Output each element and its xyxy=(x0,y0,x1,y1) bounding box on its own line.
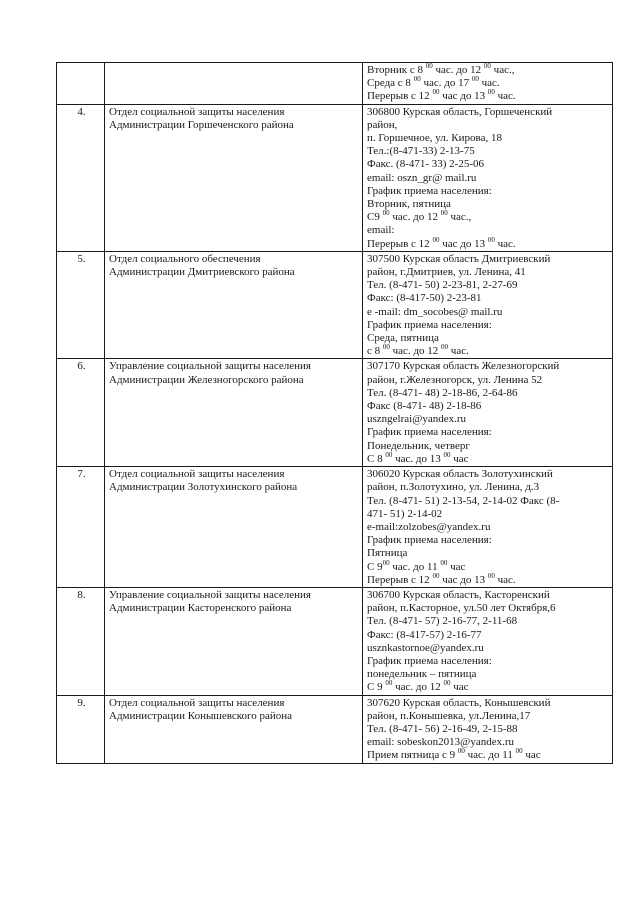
contact-info-line xyxy=(367,90,610,103)
contact-info-text: час до 13 xyxy=(439,90,488,103)
contact-info-text: 307500 Курская область Дмитриевский xyxy=(367,252,551,265)
contact-info-text: район, xyxy=(367,118,398,131)
contact-info-line xyxy=(367,655,610,668)
table-row xyxy=(57,467,613,588)
department-name-cell xyxy=(105,587,363,695)
contact-info-line xyxy=(367,145,610,158)
contact-info-text: час. до 12 xyxy=(432,64,484,76)
time-minutes-superscript: 00 xyxy=(432,88,440,97)
contact-info-text: С 9 xyxy=(367,560,383,573)
contact-info-text: час., xyxy=(490,64,515,76)
time-minutes-superscript: 00 xyxy=(457,747,465,756)
contact-info-text: usznkastornoe@yandex.ru xyxy=(367,641,484,654)
contact-info-text: 307170 Курская область Железногорский xyxy=(367,360,560,373)
contact-info-text: Перерыв с 12 xyxy=(367,237,433,250)
contact-info-line xyxy=(367,615,610,628)
contact-info-cell xyxy=(363,467,613,588)
contact-info-text: Тел. (8-471- 57) 2-16-77, 2-11-68 xyxy=(367,615,518,628)
time-minutes-superscript: 00 xyxy=(471,75,479,84)
contact-info-line xyxy=(367,64,610,77)
contact-info-text: час до 13 xyxy=(439,237,488,250)
contact-info-line xyxy=(367,495,610,508)
contact-info-line xyxy=(367,360,610,373)
contact-info-line xyxy=(367,508,610,521)
contact-info-text: График приема населения: xyxy=(367,184,492,197)
contact-info-line xyxy=(367,279,610,292)
contact-info-line xyxy=(367,158,610,171)
department-name-line: Отдел социальной защиты населения xyxy=(109,696,285,709)
time-minutes-superscript: 00 xyxy=(443,450,451,459)
row-number: 5. xyxy=(57,251,105,359)
table-row xyxy=(57,695,613,763)
contact-info-line xyxy=(367,266,610,279)
department-name-cell xyxy=(105,359,363,467)
contact-info-text: email: xyxy=(367,224,395,237)
table-row xyxy=(57,251,613,359)
contact-info-text: с 8 xyxy=(367,345,383,358)
contact-info-line xyxy=(367,332,610,345)
contact-info-line xyxy=(367,481,610,494)
table-row xyxy=(57,587,613,695)
contact-info-text: час., xyxy=(447,211,472,224)
departments-table xyxy=(56,62,613,764)
contact-info-line xyxy=(367,681,610,694)
contact-info-text: Тел. (8-471- 51) 2-13-54, 2-14-02 Факс (8- xyxy=(367,494,560,507)
contact-info-line xyxy=(367,723,610,736)
contact-info-cell xyxy=(363,587,613,695)
contact-info-text: 306020 Курская область Золотухинский xyxy=(367,468,553,481)
contact-info-line xyxy=(367,440,610,453)
contact-info-line xyxy=(367,521,610,534)
contact-info-line xyxy=(367,319,610,332)
time-minutes-superscript: 00 xyxy=(515,747,523,756)
contact-info-text: email: oszn_gr@ mail.ru xyxy=(367,171,477,184)
contact-info-text: Перерыв с 12 xyxy=(367,90,433,103)
row-number xyxy=(57,63,105,105)
contact-info-text: час. до 11 xyxy=(464,749,516,762)
department-name-line: Отдел социальной защиты населения xyxy=(109,105,285,118)
time-minutes-superscript: 00 xyxy=(440,558,448,567)
contact-info-line xyxy=(367,387,610,400)
contact-info-text: Перерыв с 12 xyxy=(367,573,433,586)
contact-info-line xyxy=(367,602,610,615)
contact-info-cell xyxy=(363,695,613,763)
contact-info-line xyxy=(367,235,610,251)
contact-info-text: Факс: (8-417-50) 2-23-81 xyxy=(367,292,482,305)
contact-info-text: район, г.Дмитриев, ул. Ленина, 41 xyxy=(367,266,526,279)
contact-info-line xyxy=(367,668,610,681)
contact-info-text: час. до 12 xyxy=(392,681,444,694)
row-number: 9. xyxy=(57,695,105,763)
contact-info-text: Факс: (8-417-57) 2-16-77 xyxy=(367,628,482,641)
contact-info-text: С9 xyxy=(367,211,383,224)
contact-info-line xyxy=(367,106,610,119)
contact-info-line xyxy=(367,589,610,602)
contact-info-cell xyxy=(363,359,613,467)
contact-info-line xyxy=(367,547,610,560)
contact-info-text: 306700 Курская область, Касторенский xyxy=(367,588,550,601)
contact-info-text: Вторник, пятница xyxy=(367,198,451,211)
contact-info-text: час. xyxy=(478,77,500,90)
contact-info-line xyxy=(367,736,610,749)
contact-info-line xyxy=(367,534,610,547)
row-number: 7. xyxy=(57,467,105,588)
contact-info-text: Пятница xyxy=(367,547,408,560)
row-number: 6. xyxy=(57,359,105,467)
contact-info-line xyxy=(367,292,610,305)
time-minutes-superscript: 00 xyxy=(487,235,495,244)
contact-info-text: час xyxy=(450,681,469,694)
contact-info-cell xyxy=(363,251,613,359)
time-minutes-superscript: 00 xyxy=(487,88,495,97)
contact-info-line xyxy=(367,642,610,655)
contact-info-line xyxy=(367,749,610,762)
contact-info-text: Среда, пятница xyxy=(367,332,439,345)
time-minutes-superscript: 00 xyxy=(432,571,440,580)
contact-info-text: час. до 12 xyxy=(389,211,441,224)
department-name-cell xyxy=(105,695,363,763)
contact-info-text: час. xyxy=(494,237,516,250)
time-minutes-superscript: 00 xyxy=(382,209,390,218)
contact-info-text: Вторник с 8 xyxy=(367,64,426,76)
contact-info-line xyxy=(367,119,610,132)
department-name-cell xyxy=(105,63,363,105)
department-name-line: Отдел социального обеспечения xyxy=(109,252,261,265)
contact-info-text: район, г.Железногорск, ул. Ленина 52 xyxy=(367,373,543,386)
contact-info-text: График приема населения: xyxy=(367,654,492,667)
contact-info-line xyxy=(367,468,610,481)
contact-info-line xyxy=(367,426,610,439)
time-minutes-superscript: 00 xyxy=(413,75,421,84)
contact-info-text: Понедельник, четверг xyxy=(367,439,470,452)
contact-info-text: час. xyxy=(448,345,469,358)
contact-info-text: район, п.Золотухино, ул. Ленина, д.3 xyxy=(367,481,540,494)
department-name-line: Администрации Железногорского района xyxy=(109,373,304,386)
contact-info-line xyxy=(367,211,610,224)
department-name-line: Управление социальной защиты населения xyxy=(109,588,311,601)
department-name-cell xyxy=(105,467,363,588)
contact-info-text: Тел.:(8-471-33) 2-13-75 xyxy=(367,145,475,158)
time-minutes-superscript: 00 xyxy=(385,450,393,459)
contact-info-line xyxy=(367,172,610,185)
time-minutes-superscript: 00 xyxy=(441,343,449,352)
row-number: 4. xyxy=(57,104,105,251)
table-row xyxy=(57,104,613,251)
contact-info-text: 307620 Курская область, Конышевский xyxy=(367,696,551,709)
contact-info-text: Факс. (8-471- 33) 2-25-06 xyxy=(367,158,485,171)
department-name-cell xyxy=(105,104,363,251)
contact-info-line xyxy=(367,697,610,710)
contact-info-line xyxy=(367,413,610,426)
contact-info-line xyxy=(367,185,610,198)
contact-info-text: Факс (8-471- 48) 2-18-86 xyxy=(367,400,482,413)
time-minutes-superscript: 00 xyxy=(425,62,433,70)
time-minutes-superscript: 00 xyxy=(382,343,390,352)
contact-info-line xyxy=(367,374,610,387)
contact-info-text: час до 13 xyxy=(439,573,488,586)
contact-info-text: email: sobeskon2013@yandex.ru xyxy=(367,736,514,749)
contact-info-text: час. до 17 xyxy=(420,77,472,90)
contact-info-text: час xyxy=(447,560,466,573)
contact-info-line xyxy=(367,400,610,413)
contact-info-text: час xyxy=(450,452,469,465)
time-minutes-superscript: 00 xyxy=(382,558,390,567)
contact-info-text: час. до 12 xyxy=(389,345,442,358)
time-minutes-superscript: 00 xyxy=(432,235,440,244)
time-minutes-superscript: 00 xyxy=(483,62,491,70)
contact-info-line xyxy=(367,710,610,723)
table-row xyxy=(57,63,613,105)
time-minutes-superscript: 00 xyxy=(385,679,393,688)
contact-info-text: час. xyxy=(494,90,516,103)
departments-table-body xyxy=(57,63,613,764)
contact-info-text: 471- 51) 2-14-02 xyxy=(367,507,443,520)
time-minutes-superscript: 00 xyxy=(440,209,448,218)
contact-info-text: час. до 13 xyxy=(392,452,444,465)
contact-info-line xyxy=(367,629,610,642)
contact-info-text: час. xyxy=(494,573,516,586)
department-name-line: Администрации Горшеченского района xyxy=(109,118,294,131)
contact-info-text: Тел. (8-471- 50) 2-23-81, 2-27-69 xyxy=(367,279,518,292)
contact-info-line xyxy=(367,306,610,319)
department-name-line: Администрации Конышевского района xyxy=(109,709,293,722)
contact-info-line xyxy=(367,253,610,266)
row-number: 8. xyxy=(57,587,105,695)
contact-info-text: Тел. (8-471- 48) 2-18-86, 2-64-86 xyxy=(367,386,518,399)
contact-info-text: e-mail:zolzobes@yandex.ru xyxy=(367,520,491,533)
contact-info-text: час. до 11 xyxy=(389,560,441,573)
contact-info-line xyxy=(367,345,610,358)
time-minutes-superscript: 00 xyxy=(443,679,451,688)
department-name-line: Администрации Дмитриевского района xyxy=(109,266,295,279)
contact-info-text: График приема населения: xyxy=(367,426,492,439)
contact-info-text: район, п.Конышевка, ул.Ленина,17 xyxy=(367,709,531,722)
department-name-line: Администрации Касторенского района xyxy=(109,602,292,615)
time-minutes-superscript: 00 xyxy=(487,571,495,580)
contact-info-text: Тел. (8-471- 56) 2-16-49, 2-15-88 xyxy=(367,722,518,735)
department-name-line: Отдел социальной защиты населения xyxy=(109,468,285,481)
contact-info-text: uszngelrai@yandex.ru xyxy=(367,413,467,426)
contact-info-text: 306800 Курская область, Горшеченский xyxy=(367,105,553,118)
contact-info-line xyxy=(367,198,610,211)
table-row xyxy=(57,359,613,467)
contact-info-text: п. Горшечное, ул. Кирова, 18 xyxy=(367,132,502,145)
department-name-cell xyxy=(105,251,363,359)
contact-info-line xyxy=(367,450,610,466)
department-name-line: Администрации Золотухинского района xyxy=(109,481,298,494)
contact-info-line xyxy=(367,132,610,145)
department-name-line: Управление социальной защиты населения xyxy=(109,360,311,373)
contact-info-text: С 8 xyxy=(367,452,386,465)
contact-info-cell xyxy=(363,63,613,105)
contact-info-text: е -mail: dm_socobes@ mail.ru xyxy=(367,305,503,318)
contact-info-text: Среда с 8 xyxy=(367,77,414,90)
contact-info-cell xyxy=(363,104,613,251)
contact-info-text: Прием пятница с 9 xyxy=(367,749,458,762)
contact-info-text: час xyxy=(522,749,541,762)
contact-info-line xyxy=(367,571,610,587)
contact-info-text: График приема населения: xyxy=(367,534,492,547)
contact-info-text: График приема населения: xyxy=(367,318,492,331)
contact-info-text: район, п.Касторное, ул.50 лет Октября,6 xyxy=(367,602,556,615)
contact-info-text: понедельник – пятница xyxy=(367,668,477,681)
contact-info-text: С 9 xyxy=(367,681,386,694)
